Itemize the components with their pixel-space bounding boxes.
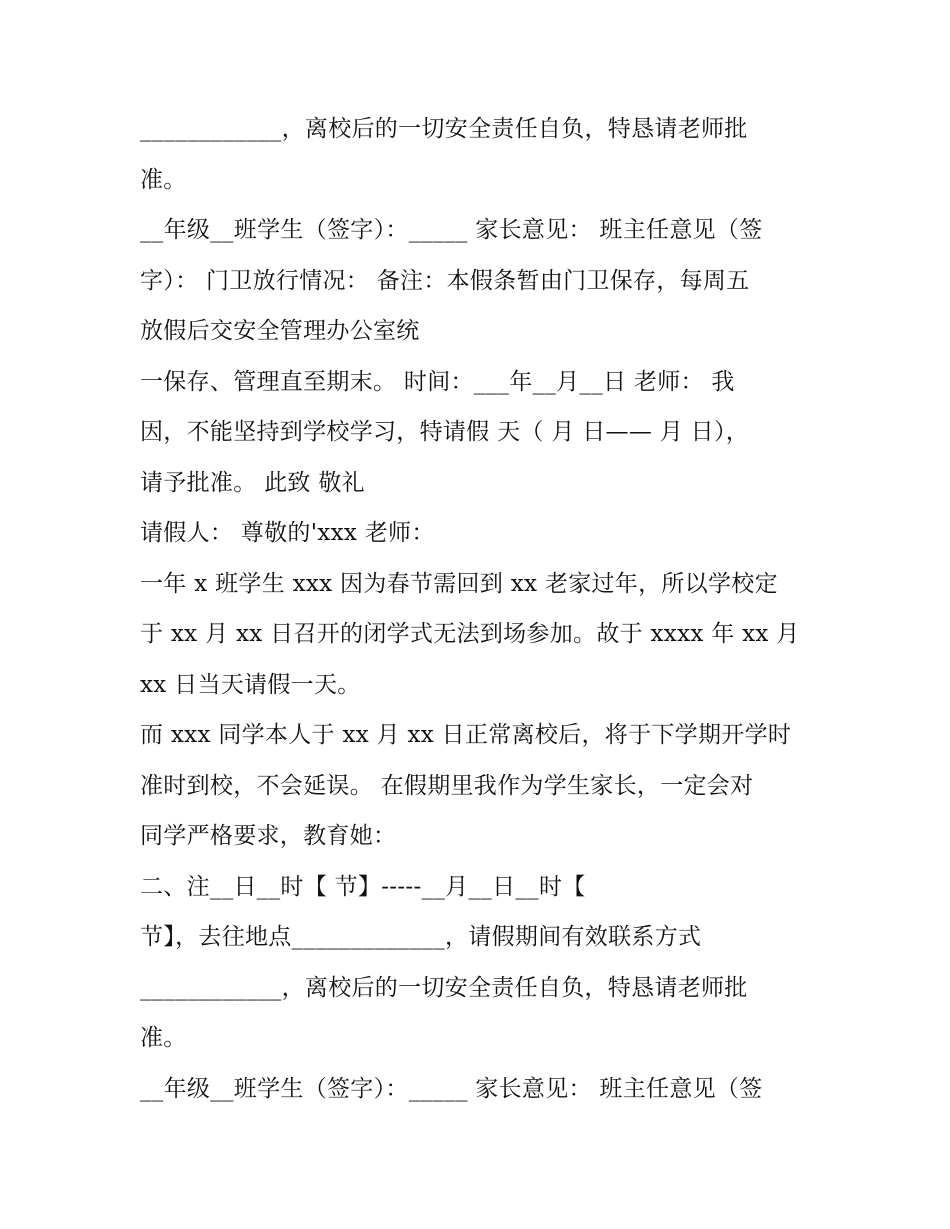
text-line: 而 xxx 同学本人于 xx 月 xx 日正常离校后，将于下学期开学时 [140, 722, 792, 748]
text-line: 准。 [140, 1025, 187, 1051]
text-line: 节】，去往地点_____________，请假期间有效联系方式 [140, 924, 702, 950]
text-line: 放假后交安全管理办公室统 [140, 318, 420, 344]
text-line: __年级__班学生（签字）：_____ 家长意见： 班主任意见（签 [140, 1075, 763, 1102]
text-line: ____________，离校后的一切安全责任自负，特恳请老师批 [140, 974, 748, 1001]
text-line: ____________，离校后的一切安全责任自负，特恳请老师批 [140, 116, 748, 142]
text-line: 同学严格要求，教育她： [140, 823, 397, 849]
text-line: 字）： 门卫放行情况： 备注：本假条暂由门卫保存，每周五 [140, 267, 750, 294]
text-line: 请假人： 尊敬的'xxx 老师： [140, 520, 435, 546]
text-line: 请予批准。 此致 敬礼 [140, 469, 365, 496]
text-line: 准时到校，不会延误。 在假期里我作为学生家长，一定会对 [140, 772, 754, 799]
text-line: __年级__班学生（签字）：_____ 家长意见： 班主任意见（签 [140, 217, 763, 243]
text-line: xx 日当天请假一天。 [140, 671, 361, 698]
text-line: 二、注__日__时【 节】-----__月__日__时【 [140, 873, 586, 900]
text-line: 一保存、管理直至期末。 时间：___年__月__日 老师： 我 [140, 368, 735, 395]
text-line: 一年 x 班学生 xxx 因为春节需回到 xx 老家过年，所以学校定 [140, 570, 778, 597]
document-body [140, 104, 810, 1114]
text-line: 准。 [140, 166, 187, 193]
text-line: 于 xx 月 xx 日召开的闭学式无法到场参加。故于 xxxx 年 xx 月 [140, 621, 800, 647]
text-line: 因，不能坚持到学校学习，特请假 天（ 月 日—— 月 日）， [140, 419, 750, 445]
